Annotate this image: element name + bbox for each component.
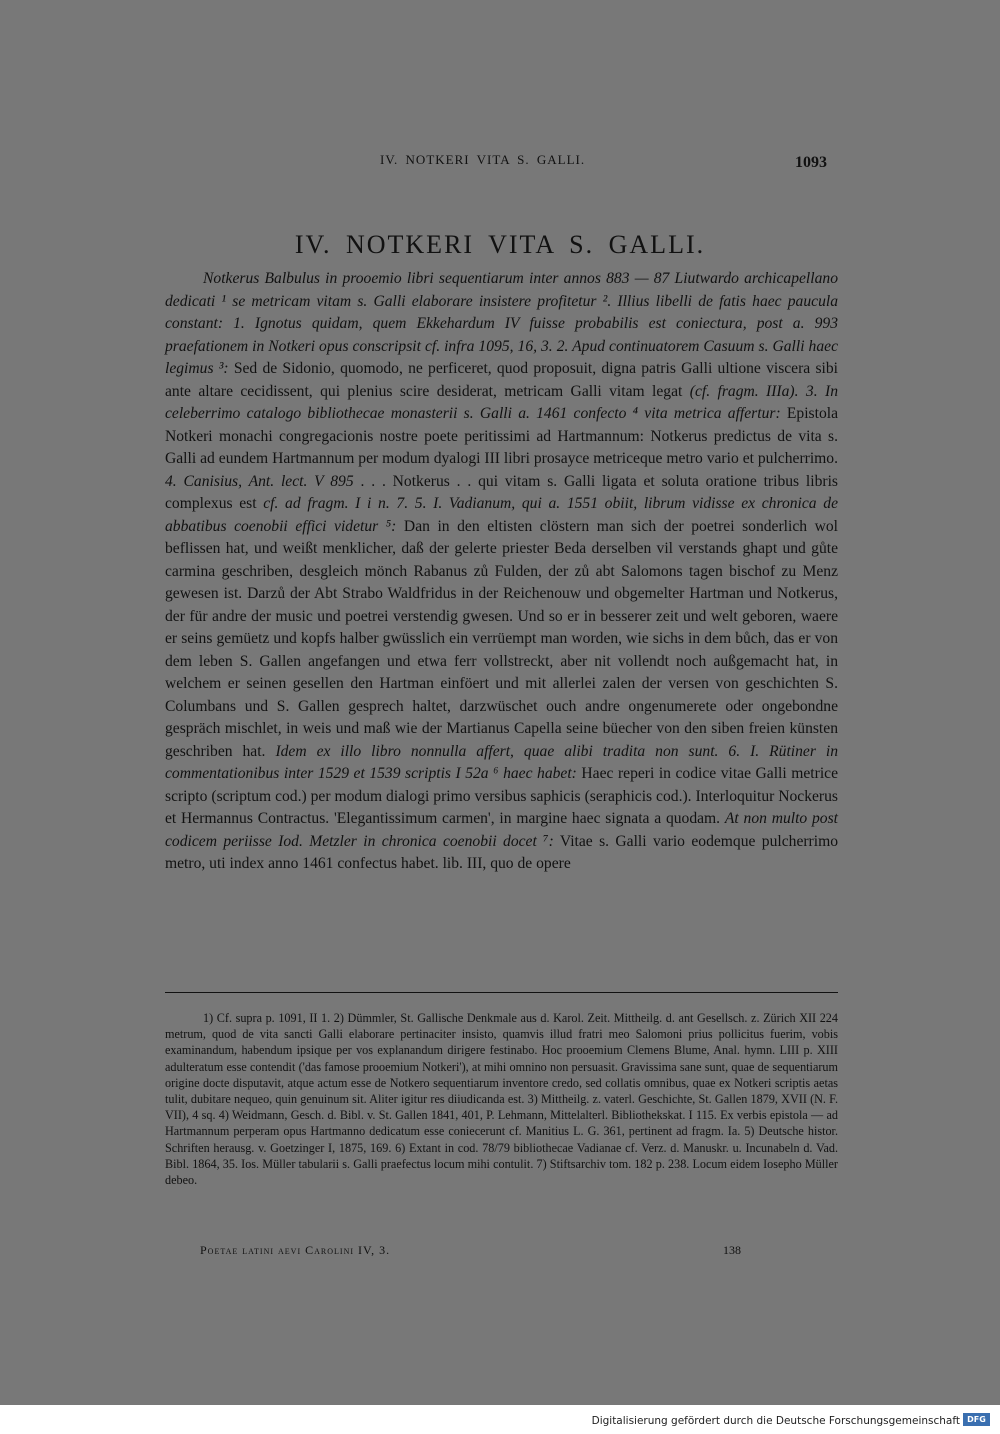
text-italic: Notkerus Balbulus in prooemio libri sequentiarum inter annos 883 — 87 Liutwardo archicapellano dedicati ¹ se metricam vitam s. Galli elaborare insistere profitetur ². Illius libelli de fatis haec paucula constant: 1. Ignotus quidam, quem Ekkehardum IV fuisse probabilis est coniectura, post a. 993 praefationem in Notkeri opus conscripsit cf. infra 1095, 16, 3. 2. Apud continuatorem Casuum s. Galli haec legimus ³:	[165, 270, 838, 377]
funding-note: Digitalisierung gefördert durch die Deutsche Forschungsgemeinschaft	[591, 1415, 960, 1427]
text-roman: . . . Notkerus . . qui vitam s. Galli ligata et soluta oratione tribus libris complexus est	[165, 472, 838, 512]
footnote-rule	[165, 992, 838, 993]
footnote-block: 1) Cf. supra p. 1091, II 1. 2) Dümmler, St. Gallische Denkmale aus d. Karol. Zeit. Mittheilg. d. ant Gesellsch. z. Zürich XII 224 metrum, quod de vita sancti Galli elaborare pertinaciter insisto, quamvis illud fratri meo Salomoni prius pollicitus fuerim, vobis examinandum, habendum ipsique per vos explanandum dirigere festinabo. Hoc prooemium Clemens Blume, Anal. hymn. LIII p. XIII adulteratum esse contendit ('das famose prooemium Notkeri'), at mihi omnino non persuasit. Gravissima sane sunt, quae de sequentiarum origine docte disputavit, atque actum esse de Notkero sequentiarum inventore credo, sed collatis omnibus, quae ex Notkeri scriptis aetas tulit, dubitare nequeo, quin genuinum sit. Aliter igitur res diiudicanda est. 3) Mittheilg. z. vaterl. Geschichte, St. Gallen 1879, XVII (N. F. VII), 4 sq. 4) Weidmann, Gesch. d. Bibl. v. St. Gallen 1841, 401, P. Lehmann, Mittelalterl. Bibliothekskat. I 115. Ex verbis epistola — ad Hartmannum perperam opus Hartmanno dedicatum esse coniecerunt cf. Manitius L. G. 361, pertinent ad fragm. Ia. 5) Deutsche histor. Schriften herausg. v. Goetzinger I, 1875, 169. 6) Extant in cod. 78/79 bibliothecae Vadianae cf. Verz. d. Manuskr. u. Incunabeln d. Vad. Bibl. 1864, 35. Ios. Müller tabularii s. Galli praefectus locum mihi contulit. 7) Stiftsarchiv tom. 182 p. 238. Locum eidem Iosepho Müller debeo.	[165, 1011, 838, 1188]
footnotes	[165, 1010, 838, 1188]
page-number: 1093	[795, 154, 827, 171]
dfg-logo-icon: DFG	[963, 1413, 990, 1426]
text-italic: (cf. fragm. IIIa). 3. In celeberrimo catalogo bibliothecae monasterii s. Galli a. 1461 confecto ⁴ vita metrica affertur:	[165, 382, 838, 422]
text-italic: cf. ad fragm. I i n. 7. 5. I. Vadianum, qui a. 1551 obiit, librum vidisse ex chronica de abbatibus coenobii effici videtur ⁵:	[165, 495, 838, 535]
text-italic: Idem ex illo libro nonnulla affert, quae alibi tradita non sunt. 6. I. Rütiner in commentationibus inter 1529 et 1539 scriptis I 52a ⁶ haec habet:	[165, 742, 838, 782]
text-italic: 4. Canisius, Ant. lect. V 895	[165, 472, 354, 490]
paragraph	[165, 268, 838, 876]
main-text	[165, 268, 838, 876]
text-roman: Vitae s. Galli vario eodemque pulcherrimo metro, uti index anno 1461 confectus habet. lib. III, quo de opere	[165, 832, 839, 872]
section-title: IV. NOTKERI VITA S. GALLI.	[294, 230, 706, 259]
text-roman: Epistola Notkeri monachi congregacionis nostre poete peritissimi ad Hartmannum: Notkerus predictus de vita s. Galli ad eundem Hartmannum per modum dyalogi III libri prosayce metriceque metro vario et pulcherrimo.	[165, 405, 838, 467]
signature-number: 138	[723, 1243, 741, 1257]
running-head: IV. NOTKERI VITA S. GALLI.	[380, 152, 586, 167]
text-roman: Dan in den eltisten clöstern man sich der poetrei sonderlich wol beflissen hat, und weißt menklicher, daß der gelerte priester Beda derselben vil verstands ghapt und gůte carmina geschriben, desgleich mönch Rabanus zů Fulden, der zů abt Salomons tagen bischof zu Menz gewesen ist. Darzů der Abt Strabo Waldfridus in der Reichenouw und obgemelter Hartman und Notkerus, der für andre der music und poetrei verstendig gwesen. Und so er in besserer zeit und welt geboren, waere er seins gemüetz und kopfs halber gwüsslich ein verrüempt man worden, wie sichs in dem bůch, das er von dem leben S. Gallen angefangen und etwa ferr vollstreckt, aber nit vollendt noch außgemacht hat, in welchem er seinen gesellen den Hartman einföert und mit allerlei zalen der versen von geschichten S. Columbans und S. Gallen gesprech haltet, darzwüschet ouch andre ongenumerete oder ongebondne gespräch mischlet, in weis und maß wie der Martianus Capella seine büecher von den siben freien künsten geschriben hat.	[165, 517, 838, 760]
signature-line: Poetae latini aevi Carolini IV, 3.	[200, 1243, 391, 1257]
text-italic: At non multo post codicem periisse Iod. Metzler in chronica coenobii docet ⁷:	[165, 810, 838, 850]
text-roman: Haec reperi in codice vitae Galli metrice scripto (scriptum cod.) per modum dialogi primo versibus saphicis (seraphicis cod.). Interloquitur Nockerus et Hermannus Contractus. 'Elegantissimum carmen', in margine haec signata a quodam.	[165, 765, 838, 827]
footer-bar	[0, 1405, 1000, 1434]
text-roman: Sed de Sidonio, quomodo, ne perficeret, quod proposuit, digna patris Galli ultione viscera sibi ante altare cecidissent, qui plenius scire desiderat, metricam Galli vitam legat	[165, 360, 838, 400]
